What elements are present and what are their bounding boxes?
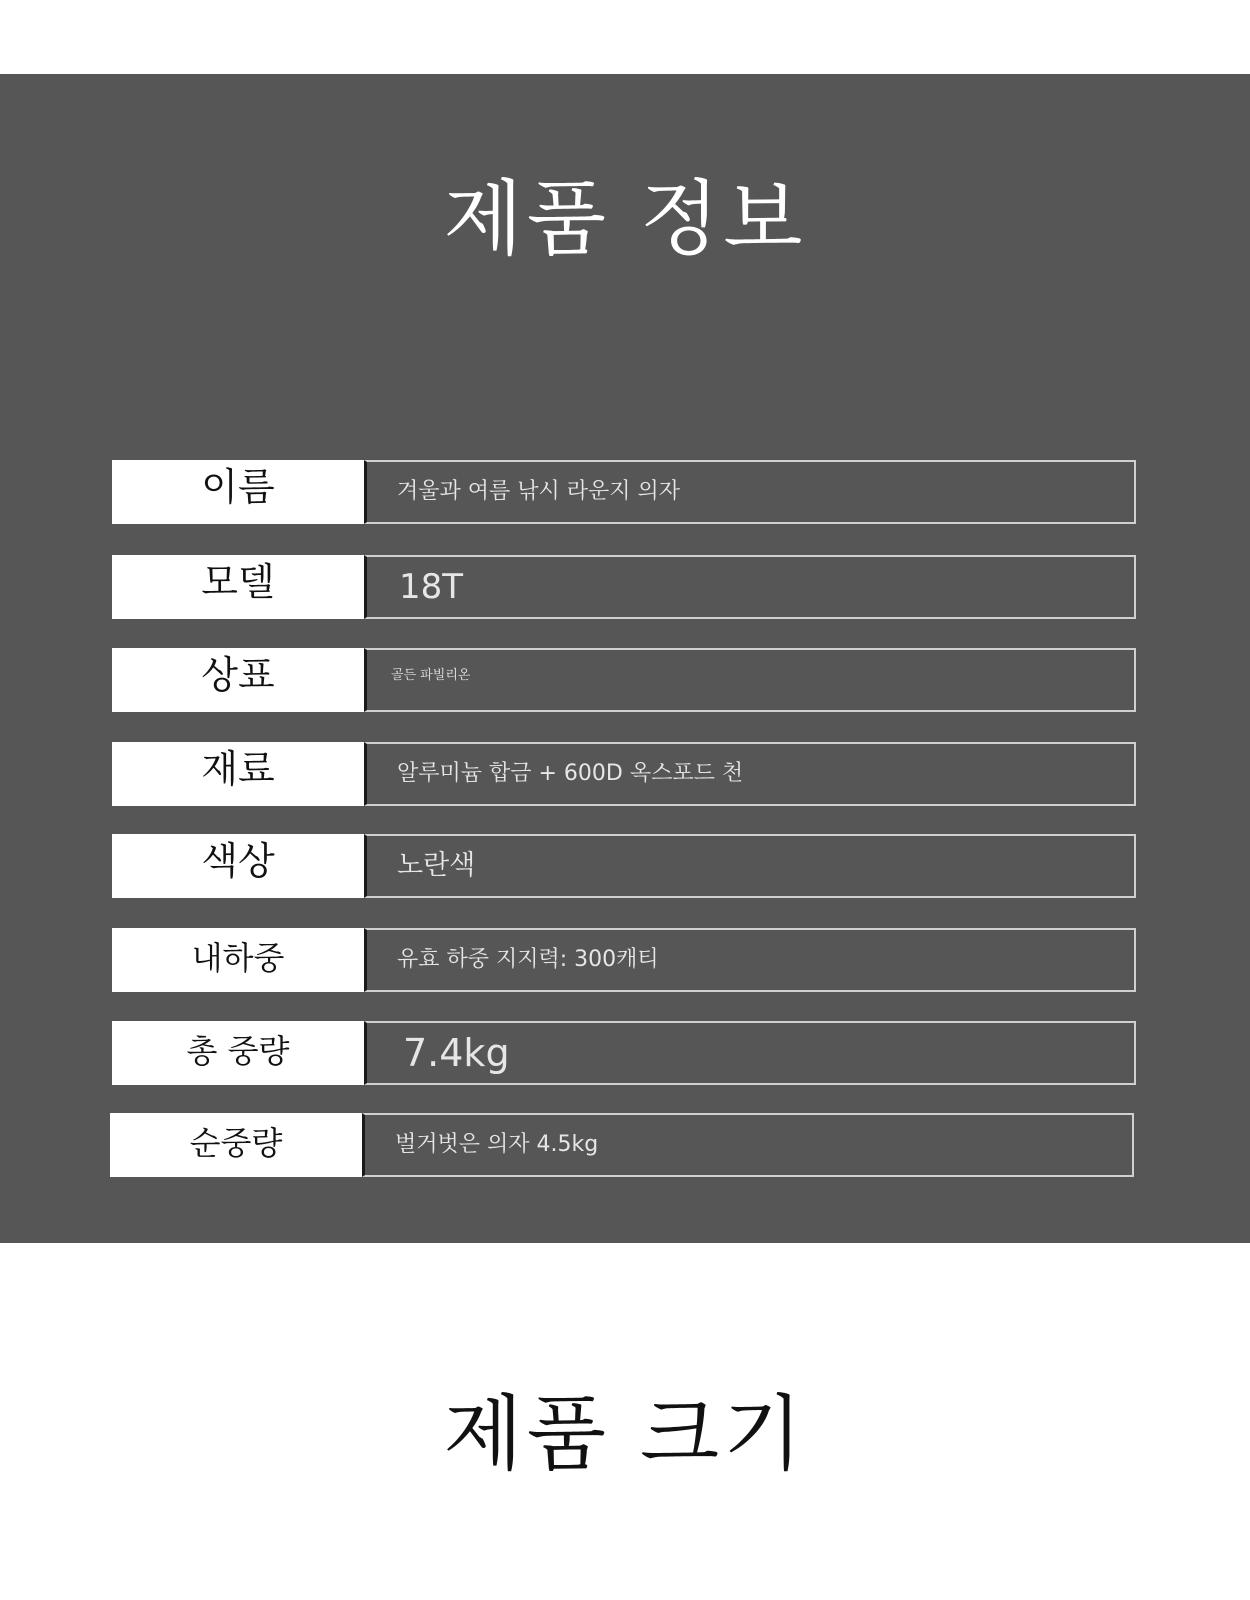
product-size-title: 제품 크기	[443, 1387, 807, 1482]
spec-label: 이름	[112, 460, 364, 524]
spec-value-box	[364, 555, 1136, 619]
spec-value: 겨울과 여름 낚시 라운지 의자	[397, 479, 680, 504]
spec-label: 순중량	[110, 1113, 362, 1177]
spec-value: 노란색	[397, 850, 476, 881]
spec-label: 재료	[112, 742, 364, 806]
spec-value: 알루미늄 합금 + 600D 옥스포드 천	[397, 761, 744, 786]
spec-value: 골든 파빌리온	[391, 668, 471, 683]
spec-value: 유효 하중 지지력: 300캐티	[397, 947, 659, 972]
spec-label: 모델	[112, 555, 364, 619]
spec-value-box	[364, 1021, 1136, 1085]
spec-label: 총 중량	[112, 1021, 364, 1085]
spec-row-color	[112, 834, 1135, 898]
spec-value-box	[364, 742, 1136, 806]
spec-value: 7.4kg	[403, 1031, 510, 1075]
spec-row-model	[112, 555, 1135, 619]
product-info-title: 제품 정보	[443, 172, 807, 267]
spec-row-gross-weight	[112, 1021, 1135, 1085]
spec-label: 색상	[112, 834, 364, 898]
spec-value: 벌거벗은 의자 4.5kg	[395, 1132, 599, 1157]
spec-row-material	[112, 742, 1135, 806]
spec-row-load-capacity	[112, 928, 1135, 992]
spec-value-box	[364, 834, 1136, 898]
spec-value-box	[362, 1113, 1134, 1177]
spec-value: 18T	[399, 567, 464, 607]
spec-value-box	[364, 460, 1136, 524]
spec-label: 상표	[112, 648, 364, 712]
spec-row-brand	[112, 648, 1135, 712]
spec-row-net-weight	[110, 1113, 1133, 1177]
spec-row-name	[112, 460, 1135, 524]
spec-value-box	[364, 648, 1136, 712]
spec-label: 내하중	[112, 928, 364, 992]
spec-value-box	[364, 928, 1136, 992]
